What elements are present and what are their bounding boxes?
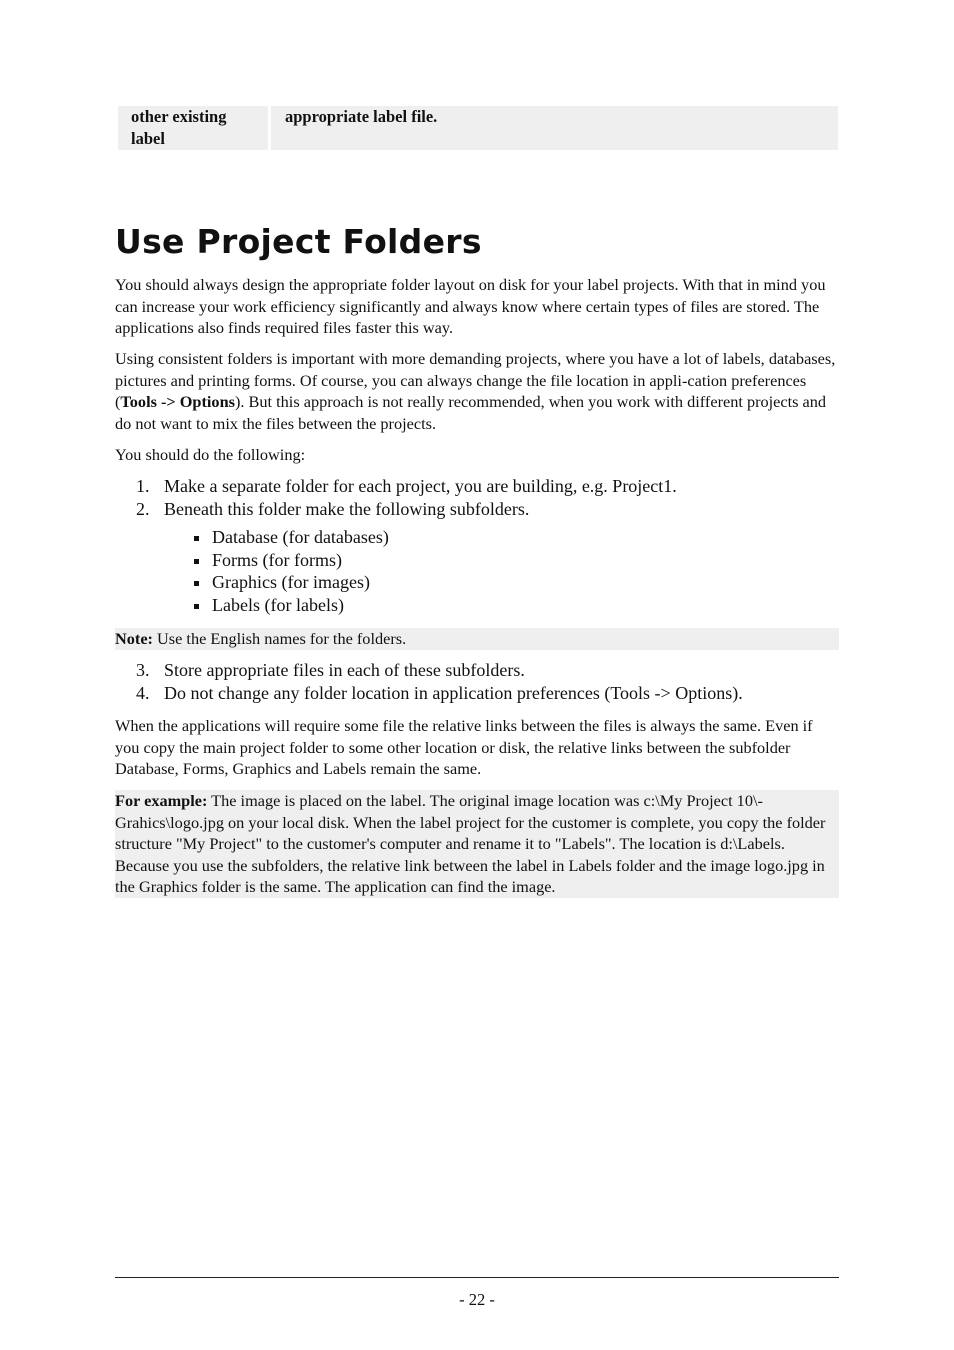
steps-list-second [115, 659, 743, 705]
list-item [115, 659, 743, 682]
square-bullet-icon [194, 604, 199, 609]
step-number: 4. [136, 683, 150, 703]
list-item [115, 549, 389, 572]
list-item [115, 682, 743, 705]
step-text: Beneath this folder make the following subfolders. [164, 499, 530, 519]
example-box [115, 790, 839, 898]
section-title: Use Project Folders [115, 222, 482, 261]
square-bullet-icon [194, 536, 199, 541]
step-number: 1. [136, 476, 150, 496]
step-text: Do not change any folder location in application preferences (Tools -> Options). [164, 683, 743, 703]
table-cell-option: other existing label [118, 106, 268, 150]
steps-list-first [115, 475, 677, 521]
subfolder-text: Graphics (for images) [212, 572, 370, 593]
list-item [115, 526, 389, 549]
step-number: 3. [136, 660, 150, 680]
instructions-lead: You should do the following: [115, 445, 306, 464]
folders-paragraph-text-before: Using consistent folders is important with more demanding projects, where you have a lot of labels, databases, pictures and printing forms. Of course, you can always change the file location in appli-cation preferences ( [115, 349, 836, 412]
note-text: Use the English names for the folders. [152, 629, 407, 648]
step-number: 2. [136, 499, 150, 519]
page-number: - 22 - [459, 1290, 495, 1309]
relative-links-paragraph: When the applications will require some file the relative links between the files is always the same. Even if you copy the main project folder to some other location or disk, the relative links between the subfolder Database, Forms, Graphics and Labels remain the same. [115, 716, 813, 779]
list-item [115, 571, 389, 594]
square-bullet-icon [194, 559, 199, 564]
list-item [115, 475, 677, 498]
list-item [115, 498, 677, 521]
step-text: Make a separate folder for each project, you are building, e.g. Project1. [164, 476, 677, 496]
note-label: Note: [115, 629, 153, 648]
note-box [115, 628, 839, 650]
folders-paragraph-text-after: ). But this approach is not really recommended, when you work with different projects and do not want to mix the files between the projects. [115, 392, 827, 433]
subfolder-list [115, 526, 389, 617]
example-text: The image is placed on the label. The original image location was c:\My Project 10\-Grahics\logo.jpg on your local disk. When the label project for the customer is complete, you copy the folder structure "My Project" to the customer's computer and rename it to "Labels". The location is d:\Labels. Because you use the subfolders, the relative link between the label in Labels folder and the image logo.jpg in the Graphics folder is the same. The application can find the image. [115, 791, 826, 897]
subfolder-text: Database (for databases) [212, 527, 389, 547]
step-text: Store appropriate files in each of these subfolders. [164, 660, 525, 680]
table-cell-description: appropriate label file. [271, 106, 838, 150]
tools-options-emphasis: Tools -> Options [120, 392, 235, 412]
document-page [115, 0, 839, 1350]
subfolder-text: Forms (for forms) [212, 549, 342, 570]
continued-table-row [118, 106, 838, 150]
footer-divider [115, 1277, 839, 1278]
subfolder-text: Labels (for labels) [212, 595, 344, 616]
square-bullet-icon [194, 581, 199, 586]
folders-paragraph [115, 348, 839, 434]
list-item [115, 594, 389, 617]
example-label: For example: [115, 791, 208, 810]
intro-paragraph: You should always design the appropriate folder layout on disk for your label projects. With that in mind you can increase your work efficiency significantly and always know where certain types of files are stored. The applications also finds required files faster this way. [115, 275, 826, 338]
